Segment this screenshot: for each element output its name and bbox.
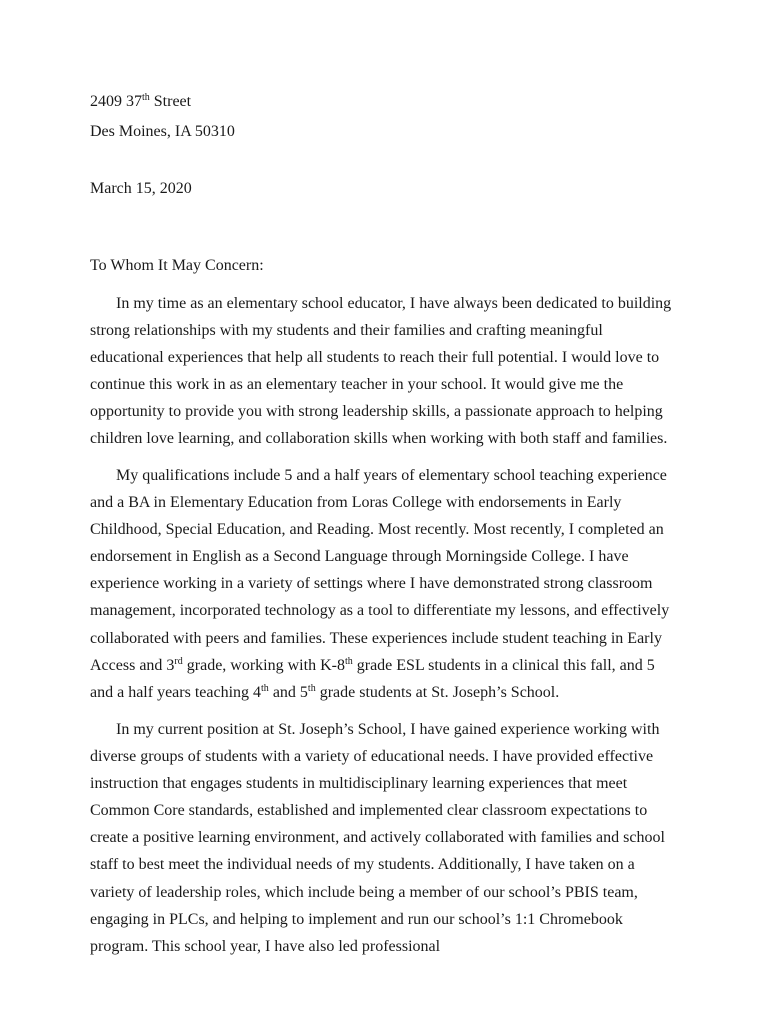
street-number-suffix: th — [142, 92, 150, 103]
paragraph-2-part-3: grade ESL students in a clinical this fall, and 5 and a half years teaching 4 — [90, 656, 655, 701]
ordinal-suffix-4: th — [307, 682, 316, 694]
paragraph-2-part-5: grade students at St. Joseph’s School. — [315, 683, 560, 701]
paragraph-2-part-1: My qualifications include 5 and a half years of elementary school teaching experience and a BA in Elementary Education from Loras College with endorsements in Early Childhood, Special Education, and Reading. Most recently. Most recently, I completed an endorsement in English as a Second Language through Morningside College. I have experience working in a variety of settings where I have demonstrated strong classroom management, incorporated technology as a tool to differentiate my lessons, and effectively collaborated with peers and families. These experiences include student teaching in Early Access and 3 — [90, 467, 670, 674]
address-city: Des Moines, IA 50310 — [90, 123, 235, 140]
address-street — [90, 92, 191, 112]
street-name: Street — [149, 93, 192, 110]
paragraph-2-part-2: grade, working with K-8 — [182, 656, 345, 674]
salutation: To Whom It May Concern: — [90, 257, 264, 274]
ordinal-suffix-3: th — [261, 682, 269, 694]
paragraph-2 — [90, 462, 680, 706]
street-number: 2409 37 — [90, 93, 142, 110]
ordinal-suffix-2: th — [344, 655, 353, 667]
ordinal-suffix-1: rd — [174, 655, 183, 667]
letter-date: March 15, 2020 — [90, 180, 192, 197]
paragraph-1: In my time as an elementary school educator, I have always been dedicated to building strong relationships with my students and their families and crafting meaningful educational experiences that help all students to reach their full potential. I would love to continue this work in as an elementary teacher in your school. It would give me the opportunity to provide you with strong leadership skills, a passionate approach to helping children love learning, and collaboration skills when working with both staff and families. — [90, 295, 672, 448]
paragraph-3: In my current position at St. Joseph’s School, I have gained experience working with diverse groups of students with a variety of educational needs. I have provided effective instruction that engages students in multidisciplinary learning experiences that meet Common Core standards, established and implemented clear classroom expectations to create a positive learning environment, and actively collaborated with families and school staff to best meet the individual needs of my students. Additionally, I have taken on a variety of leadership roles, which include being a member of our school’s PBIS team, engaging in PLCs, and helping to implement and run our school’s 1:1 Chromebook program. This school year, I have also led professional — [90, 721, 665, 955]
paragraph-2-part-4: and 5 — [268, 683, 308, 701]
